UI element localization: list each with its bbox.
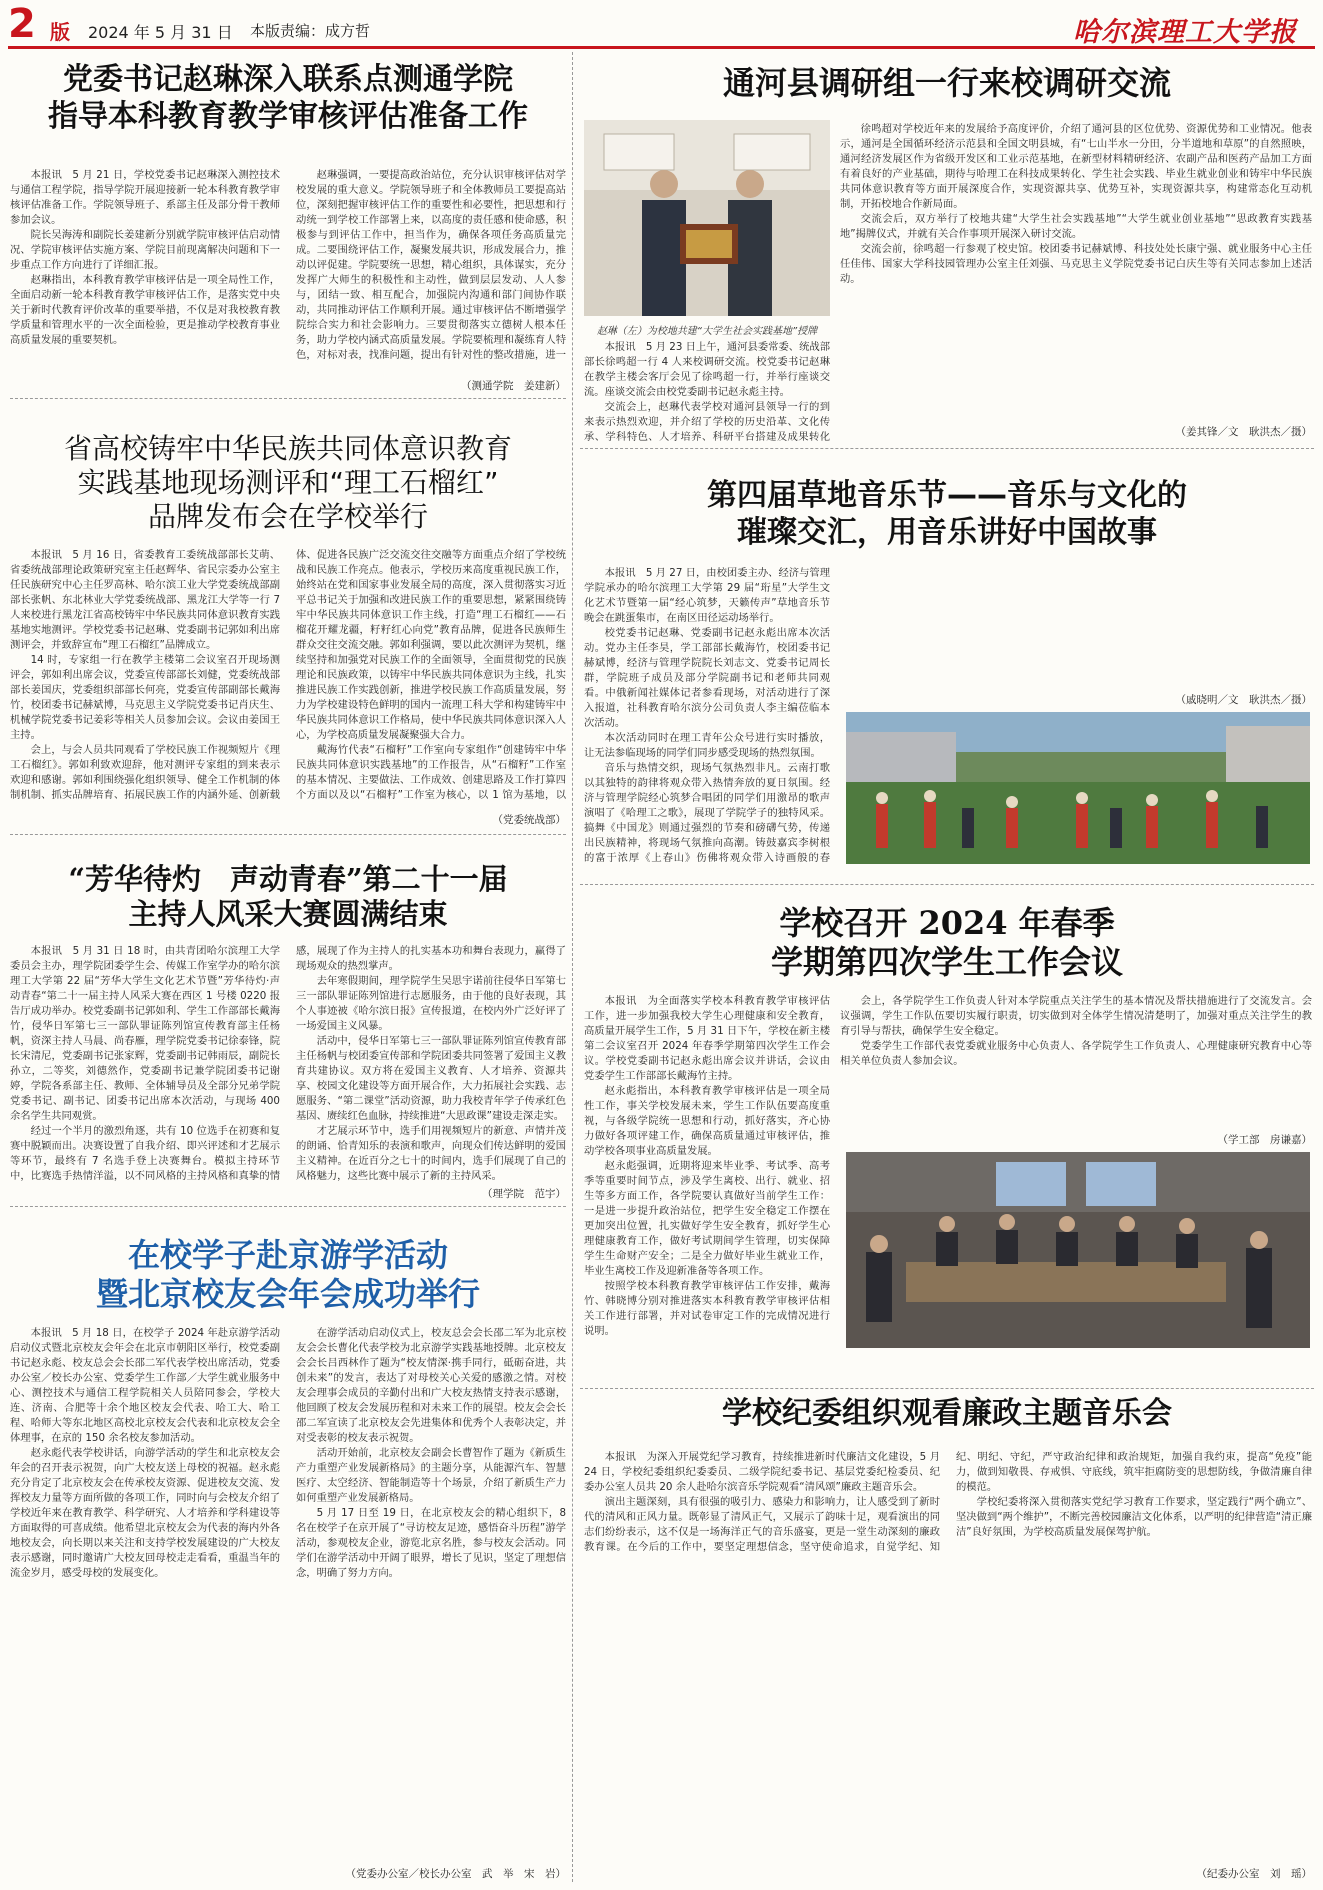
article-4-byline: （戚晓明／文 耿洪杰／摄） [1175, 694, 1312, 706]
article-3-byline: （党委统战部） [492, 814, 566, 826]
paragraph: 会上，与会人员共同观看了学校民族工作视频短片《理工石榴红》。郭如利致欢迎辞，他对测评专家组的到来表示欢迎和感谢。郭如利围绕强化组织领导、健全工作机制的体制机制、抓实品牌培育、拓展民族工作的内涵外延、创新载体、促进各民族广泛交流交往交融等方面重点介绍了学校统战和民族工作亮点。他表示，学校历来高度重视民族工作，始终站在党和国家事业发展全局的高度，深入贯彻落实习近平总书记关于加强和改进民族工作的重要思想，紧紧围绕铸牢中华民族共同体意识工作主线，打造“理工石榴红——石榴花开耀龙疆，籽籽红心向党”教育品牌，促进各民族师生群众交往交流交融。郭如利强调，要以此次测评为契机，继续坚持和加强党对民族工作的全面领导，全面贯彻党的民族理论和民族政策，以铸牢中华民族共同体意识为主线，扎实推进民族工作实践创新，推进学校民族工作高质量发展，努力为学校建设特色鲜明的国内一流理工科大学和构建铸牢中华民族共同体意识工作格局，使中华民族共同体意识深入人心，为学校高质量发展凝聚强大合力。 [10, 549, 566, 801]
paragraph: 赵永彪代表学校讲话，向游学活动的学生和北京校友会年会的召开表示祝贺，向广大校友送上母校的祝福。赵永彪充分肯定了北京校友会在传承校友资源、促进校友交流、发挥校友力量等方面所做的各项工作，同时向与会校友介绍了学校近年来在教育教学、科学研究、人才培养和学科建设等方面取得的可喜成绩。他希望北京校友会为代表的海内外各地校友会，向长期以来关注和支持学校发展建设的广大校友表示感谢，同时邀请广大校友回母校走走看看，重温当年的流金岁月，感受母校的发展变化。 [10, 1447, 280, 1579]
paragraph: 本报讯 5 月 23 日上午，通河县委常委、统战部部长徐鸣超一行 4 人来校调研交流。校党委书记赵琳在教学主楼会客厅会见了徐鸣超一行，并举行座谈交流。座谈交流会由校党委副书记赵永彪主持。 [584, 341, 830, 398]
newspaper-masthead: 哈尔滨理工大学报 [1073, 17, 1297, 48]
article-1-body [10, 168, 566, 376]
section-divider [580, 1388, 1314, 1389]
article-6-title-line2: 学期第四次学生工作会议 [770, 943, 1123, 982]
article-6-body-right [840, 994, 1312, 1120]
paragraph: 本报讯 5 月 21 日，学校党委书记赵琳深入测控技术与通信工程学院，指导学院开展迎接新一轮本科教育教学审核评估准备工作。学院领导班子、系部主任及部分骨干教师参加会议。 [10, 169, 280, 226]
article-5-title-line2: 主持人风采大赛圆满结束 [128, 897, 448, 932]
paragraph: 在游学活动启动仪式上，校友总会会长邵二军为北京校友会会长曹化代表学校为北京游学实践基地授牌。北京校友会会长吕西林作了题为“校友情深·携手同行，砥砺奋进，共创未来”的发言，表达了对母校关心关爱的感激之情。对校友会理事会成员的辛勤付出和广大校友热情支持表示感谢，他回顾了校友会发展历程和对未来工作的展望。校友会会长邵二军宣读了北京校友会先进集体和优秀个人表彰决定，并对受表彰的校友表示祝贺。 [296, 1327, 566, 1444]
paragraph: 14 时，专家组一行在教学主楼第二会议室召开现场测评会，郭如利出席会议，党委宣传部部长刘健，党委统战部部长姜国庆，党委组织部部长何亮，党委宣传部副部长戴海竹，校团委书记赫斌博，马克思主义学院党委书记肖庆生、机械学院党委书记姜彩等相关人员参加会议。会议由姜国王主持。 [10, 654, 280, 741]
article-8-title: 学校纪委组织观看廉政主题音乐会 [722, 1396, 1172, 1431]
paragraph: 本报讯 5 月 31 日 18 时，由共青团哈尔滨理工大学委员会主办，理学院团委学生会、传媒工作室学办的哈尔滨理工大学第 22 届“芳华大学生文化艺术节暨”芳华待灼·声动青春“第二十一届主持人风采大赛在西区 1 号楼 0220 报告厅成功举办。校党委副书记郭如利、学生工作部部长戴海竹，侵华日军第七三一部队罪证陈列馆宣传教育部主任杨帆，资深主持人马晨、尚春雁，理学院党委书记徐泰锋，院长宋清尼，党委副书记张家辉，党委副书记韩雨辰，副院长孙立，二等奖，刘德然作，党委副书记兼学院团委书记谢婷，学院各系部主任、教师、全体辅导员及全部分兄弟学院党委书记、副书记、团委书记出席本次活动，与现场 400 余名学生共同观赏。 [10, 945, 280, 1122]
paragraph: 交流会前，徐鸣超一行参观了校史馆。校团委书记赫斌博、科技处处长康宁强、就业服务中心主任任佳伟、国家大学科技园管理办公室主任刘强、马克思主义学院党委书记白庆生等有关同志参加上述活动。 [840, 243, 1312, 285]
article-6-photo [846, 1152, 1310, 1348]
article-1-title-line1: 党委书记赵琳深入联系点测通学院 [63, 62, 513, 97]
article-4-body-right [840, 566, 1312, 690]
article-3-body [10, 548, 566, 810]
paragraph: 本报讯 为深入开展党纪学习教育，持续推进新时代廉洁文化建设，5 月 24 日，学校纪委组织纪委委员、二级学院纪委书记、基层党委纪检委员、纪委办公室人员共 20 余人赴哈尔滨音乐学院观看“清风颂”廉政主题音乐会。 [584, 1451, 940, 1493]
column-divider [572, 52, 573, 1882]
header-rule [8, 46, 1315, 49]
section-divider [10, 834, 566, 835]
article-6-body-left [584, 994, 830, 1336]
article-2-photo-caption: 赵琳（左）为校地共建“大学生社会实践基地”授牌 [596, 326, 818, 337]
article-4-title-line2: 璀璨交汇，用音乐讲好中国故事 [737, 514, 1157, 550]
paragraph: 活动中，侵华日军第七三一部队罪证陈列馆宣传教育部主任杨帆与校团委宣传部和学院团委共同签署了爱国主义教育共建协议。双方将在爱国主义教育、人才培养、资源共享、校园文化建设等方面开展合作，大力拓展社会实践、志愿服务、“第二课堂”活动资源，助力我校青年学子传承红色基因、赓续红色血脉，持续推进“大思政课”建设走深走实。 [296, 1035, 566, 1122]
article-5-title [10, 862, 566, 933]
article-1-byline: （测通学院 姜建新） [461, 380, 566, 392]
section-divider [10, 1206, 566, 1207]
paragraph: 院长吴海涛和副院长姜建新分别就学院审核评估启动情况、学院审核评估实施方案、学院目前现离解决问题和下一步重点工作方向进行了详细汇报。 [10, 229, 280, 271]
section-divider [10, 398, 566, 399]
paragraph: 交流会后，双方举行了校地共建“大学生社会实践基地”“大学生就业创业基地”“思政教育实践基地”揭牌仪式，并就有关合作事项开展深入研讨交流。 [840, 213, 1312, 240]
page-number: 2 [8, 1, 36, 47]
paragraph: 活动开始前，北京校友会副会长曹智作了题为《新质生产力重塑产业发展新格局》的主题分享，从能源汽车、智慧医疗、太空经济、智能制造等十个场景，介绍了新质生产力如何重塑产业发展新格局。 [296, 1447, 566, 1504]
paragraph: 按照学校本科教育教学审核评估工作安排，戴海竹、韩晓博分别对推进落实本科教育教学审核评估相关工作进行部署，并对试卷审定工作的完成情况进行说明。 [584, 1280, 830, 1336]
paragraph: 校党委书记赵琳、党委副书记赵永彪出席本次活动。党办主任李昊，学工部部长戴海竹，校团委书记赫斌博，经济与管理学院院长刘志文、党委书记周长群，学院班子成员及部分学院副书记和老师共同观看。中俄新闻社媒体记者参看现场，对活动进行了深入报道，社科教育哈尔滨分公司负责人李主编莅临本次活动。 [584, 627, 830, 729]
page-editor: 本版责编：成方哲 [250, 22, 371, 40]
paragraph: 本次活动同时在理工青年公众号进行实时播放，让无法参临现场的同学们同步感受现场的热烈氛围。 [584, 732, 830, 759]
article-8-byline: （纪委办公室 刘 瑶） [1196, 1868, 1312, 1880]
article-2-body-left [584, 340, 830, 444]
article-4-title [580, 478, 1314, 551]
paragraph: 赵琳强调，一要提高政治站位，充分认识审核评估对学校发展的重大意义。学院领导班子和全体教师员工要提高站位，深刻把握审核评估工作的重要性和必要性，把思想和行动统一到学校工作部署上来，以高度的责任感和使命感，积极参与到评估工作中，担当作为，确保各项任务高质量完成。二要围绕评估工作，凝聚发展共识，形成发展合力，推动以评促建。学院要统一思想，精心组织，具体谋实，充分发挥广大师生的积极性和主动性，做到层层发动、人人参与，团结一致、相互配合，加强院内沟通和部门间协作联动，共同推动评估工作顺利开展。通过审核评估不断增强学院综合实力和社会影响力。三要贯彻落实立德树人根本任务，助力学校内涵式高质量发展。学院要梳理和凝练育人特色，对标对表，找准问题，提出有针对性的整改措施，进一 [296, 169, 566, 361]
article-6-title-line1: 学校召开 2024 年春季 [779, 904, 1115, 942]
paragraph: 本报讯 为全面落实学校本科教育教学审核评估工作，进一步加强我校大学生心理健康和安全教育，高质量开展学生工作，5 月 31 日下午，学校在新主楼第二会议室召开 2024 年春季学期第四次学生工作会议。学校党委副书记赵永彪出席会议并讲话，会议由党委学生工作部部长戴海竹主持。 [584, 995, 830, 1082]
paragraph: 去年寒假期间，理学院学生吴思宇诺前往侵华日军第七三一部队罪证陈列馆进行志愿服务，由于他的良好表现，其个人事迹被《哈尔滨日报》宣传报道，在校内外广泛好评了一场爱国主义风暴。 [296, 975, 566, 1032]
article-2-photo [584, 120, 830, 316]
paragraph: 徐鸣超对学校近年来的发展给予高度评价，介绍了通河县的区位优势、资源优势和工业情况。他表示，通河是全国循环经济示范县和全国文明县城，有“七山半水一分田，分半道地和草原”的自然照映，通河经济发展区作为省级开发区和工业示范基地，在新型材料精研经济、农副产品和医药产品加工方面有着良好的产业基础，期待与哈理工在科技成果转化、学生社会实践、毕业生就业创业和铸牢中华民族共同体意识教育等方面开展深度合作，实现资源共享、优势互补，实现资源共享，构建常态化互动机制，开拓校地合作新局面。 [840, 123, 1312, 210]
paragraph: 本报讯 5 月 18 日，在校学子 2024 年赴京游学活动启动仪式暨北京校友会年会在北京市朝阳区举行，校党委副书记赵永彪、校友总会会长邵二军代表学校出席活动，党委办公室／校长办公室、党委学生工作部／大学生就业服务中心、测控技术与通信工程学院相关人员陪同参会，学校大连、济南、合肥等十余个地区校友会代表、哈工大、哈工程、哈师大等东北地区高校北京校友会代表和北京校友会全体理事，在京的 150 余名校友参加活动。 [10, 1327, 280, 1444]
paragraph: 交流会上，赵琳代表学校对通河县领导一行的到来表示热烈欢迎，并介绍了学校的历史沿革、文化传承、学科特色、人才培养、科研平台搭建及成果转化 [584, 401, 830, 443]
article-3-title-line3: 品牌发布会在学校举行 [147, 500, 428, 534]
paragraph: 赵永彪指出，本科教育教学审核评估是一项全局性工作，事关学校发展未来，学生工作队伍要高度重视，与各级学院统一思想和行动，抓好落实，齐心协力做好各项评建工作，确保高质量通过审核评估，推动学校各项事业高质量发展。 [584, 1085, 830, 1157]
article-3-title-line1: 省高校铸牢中华民族共同体意识教育 [63, 432, 512, 465]
article-4-body-left [584, 566, 830, 866]
article-7-body [10, 1326, 566, 1864]
article-5-title-line1: “芳华待灼 声动青春”第二十一届 [68, 862, 508, 896]
article-2-body-right [840, 122, 1312, 412]
article-2-title: 通河县调研组一行来校调研交流 [722, 64, 1171, 102]
article-8-body [584, 1450, 1312, 1856]
paragraph: 赵琳指出，本科教育教学审核评估是一项全局性工作，全面启动新一轮本科教育教学审核评估工作，是落实党中央关于新时代教育评价改革的重要举措，不仅是对我校教育教学质量和管理水平的一次全面检验，更是推动学校教育事业高质量发展的重要契机。 [10, 274, 280, 346]
issue-date: 2024 年 5 月 31 日 [88, 23, 233, 42]
paragraph: 党委学生工作部代表党委就业服务中心负责人、各学院学生工作负责人、心理健康研究教育中心等相关单位负责人参加会议。 [840, 1040, 1312, 1067]
section-divider [580, 884, 1314, 885]
paragraph: 本报讯 5 月 16 日，省委教育工委统战部部长艾萌、省委统战部理论政策研究室主任赵辉华、省民宗委办公室主任民族研究中心主任罗高林、哈尔滨工业大学党委统战部副部长张帆、东北林业大学党委统战部、黑龙江大学等一行 7 人来校进行黑龙江省高校铸牢中华民族共同体意识教育实践基地实地测评。学校党委书记赵琳、党委副书记郭如利出席测评会，并致辞宣布“理工石榴红”品牌成立。 [10, 549, 280, 651]
article-7-title-line2: 暨北京校友会年会成功举行 [95, 1275, 480, 1314]
article-5-byline: （理学院 范宇） [482, 1188, 566, 1200]
article-7-title [10, 1236, 566, 1314]
page-unit: 版 [50, 20, 70, 44]
article-1-title-line2: 指导本科教育教学审核评估准备工作 [48, 98, 528, 134]
article-3-title-line2: 实践基地现场测评和“理工石榴红” [77, 466, 499, 500]
article-7-byline: （党委办公室／校长办公室 武 举 宋 岩） [345, 1868, 566, 1880]
paragraph: 赵永彪强调，近期将迎来毕业季、考试季、高考季等重要时间节点，涉及学生离校、出行、就业、招生等多方面工作，各学院要认真做好当前学生工作：一是进一步提升政治站位，把学生安全稳定工作摆在更加突出位置，扎实做好学生安全教育，抓好学生心理健康教育工作，做好考试期间学生管理，切实保障学生生命财产安全；二是全力做好毕业生就业工作，毕业生离校工作及迎新准备等各项工作。 [584, 1160, 830, 1277]
article-1-title [10, 62, 566, 135]
article-6-title [580, 904, 1314, 982]
article-4-title-line1: 第四届草地音乐节——音乐与文化的 [707, 478, 1187, 513]
article-7-title-line1: 在校学子赴京游学活动 [127, 1236, 448, 1274]
paragraph: 本报讯 5 月 27 日，由校团委主办、经济与管理学院承办的哈尔滨理工大学第 29 届“珩星”大学生文化艺术节暨第一届“经心筑梦，天籁传声”草地音乐节晚会在跳蛋集市，在南区田径运动场举行。 [584, 567, 830, 624]
paragraph: 戴海竹代表“石榴籽”工作室向专家组作“创建铸牢中华民族共同体意识实践基地”的工作报告，从“石榴籽”工作室的基本情况、主要做法、工作成效、创建思路及工作打算四个方面以及以“石榴籽”工作室为核心，以 1 馆为基地，以 [296, 744, 566, 801]
article-2-byline: （姜其锋／文 耿洪杰／摄） [1175, 426, 1312, 438]
paragraph: 音乐与热情交织，现场气氛热烈非凡。云南打歌以其独特的韵律将观众带入热情奔放的夏日氛围。经济与管理学院经心筑梦合唱团的同学们用激昂的歌声演唱了《哈理工之歌》，展现了学院学子的独特风采。搞舞《中国龙》则通过强烈的节奏和磅礴气势，传递出民族精神，将现场气氛推向高潮。铸鼓嘉宾李树根的富于浓厚《上春山》伤佛将观众带入诗画般的春 [584, 762, 830, 864]
paragraph: 5 月 17 日至 19 日，在北京校友会的精心组织下，8 名在校学子在京开展了“寻访校友足迹，感悟奋斗历程”游学活动，参观校友企业，游览北京名胜，参与校友会活动。同学们在游学活动中开阔了眼界，增长了见识，坚定了理想信念，明确了努力方向。 [296, 1507, 566, 1579]
article-6-byline: （学工部 房谦嘉） [1217, 1134, 1312, 1146]
paragraph: 经过一个半月的激烈角逐，共有 10 位选手在初赛和复赛中脱颖而出。决赛设置了自我介绍、即兴评述和才艺展示等环节，最终有 7 名选手登上决赛舞台。模拟主持环节中，比赛选手热情洋溢，以不同风格的主持风格和真挚的情感，展现了作为主持人的扎实基本功和舞台表现力，赢得了现场观众的热烈掌声。 [10, 945, 566, 1182]
article-5-body [10, 944, 566, 1184]
paragraph: 学校纪委将深入贯彻落实党纪学习教育工作要求，坚定践行“两个确立”、坚决做到“两个维护”，不断完善校园廉洁文化体系，以严明的纪律营造“清正廉洁”良好氛围，为学校高质量发展保驾护航。 [956, 1496, 1312, 1538]
paragraph: 演出主题深刻，具有很强的吸引力、感染力和影响力，让人感受到了新时代的清风和正风力量。既彰显了清风正气，又展示了韵味十足，观看演出的同志们纷纷表示，这不仅是一场海洋正气的音乐盛宴，更是一堂生动深刻的廉政教育课。在今后的工作中，要坚定理想信念，坚守使命追求，自觉学纪、知纪、明纪、守纪，严守政治纪律和政治规矩，加强自我约束，提高“免疫”能力，做到知敬畏、存戒惧、守底线，筑牢拒腐防变的思想防线，争做清廉自律的模范。 [584, 1451, 1312, 1553]
article-4-photo [846, 712, 1310, 864]
paragraph: 会上，各学院学生工作负责人针对本学院重点关注学生的基本情况及帮扶措施进行了交流发言。会议强调，学生工作队伍要切实履行职责，切实做到对全体学生情况清楚明了，加强对重点关注学生的教育引导与帮扶，确保学生安全稳定。 [840, 995, 1312, 1037]
paragraph: 才艺展示环节中，选手们用视频短片的新意、声情并茂的朗诵、恰青知乐的表演和歌声，向现众们传达鲜明的爱国主义精神。在近百分之七十的时间内，选手们展现了自己的风格魅力，这些比赛中展示了新的主持风采。 [296, 1125, 566, 1182]
section-divider [580, 448, 1314, 449]
article-3-title [10, 432, 566, 534]
